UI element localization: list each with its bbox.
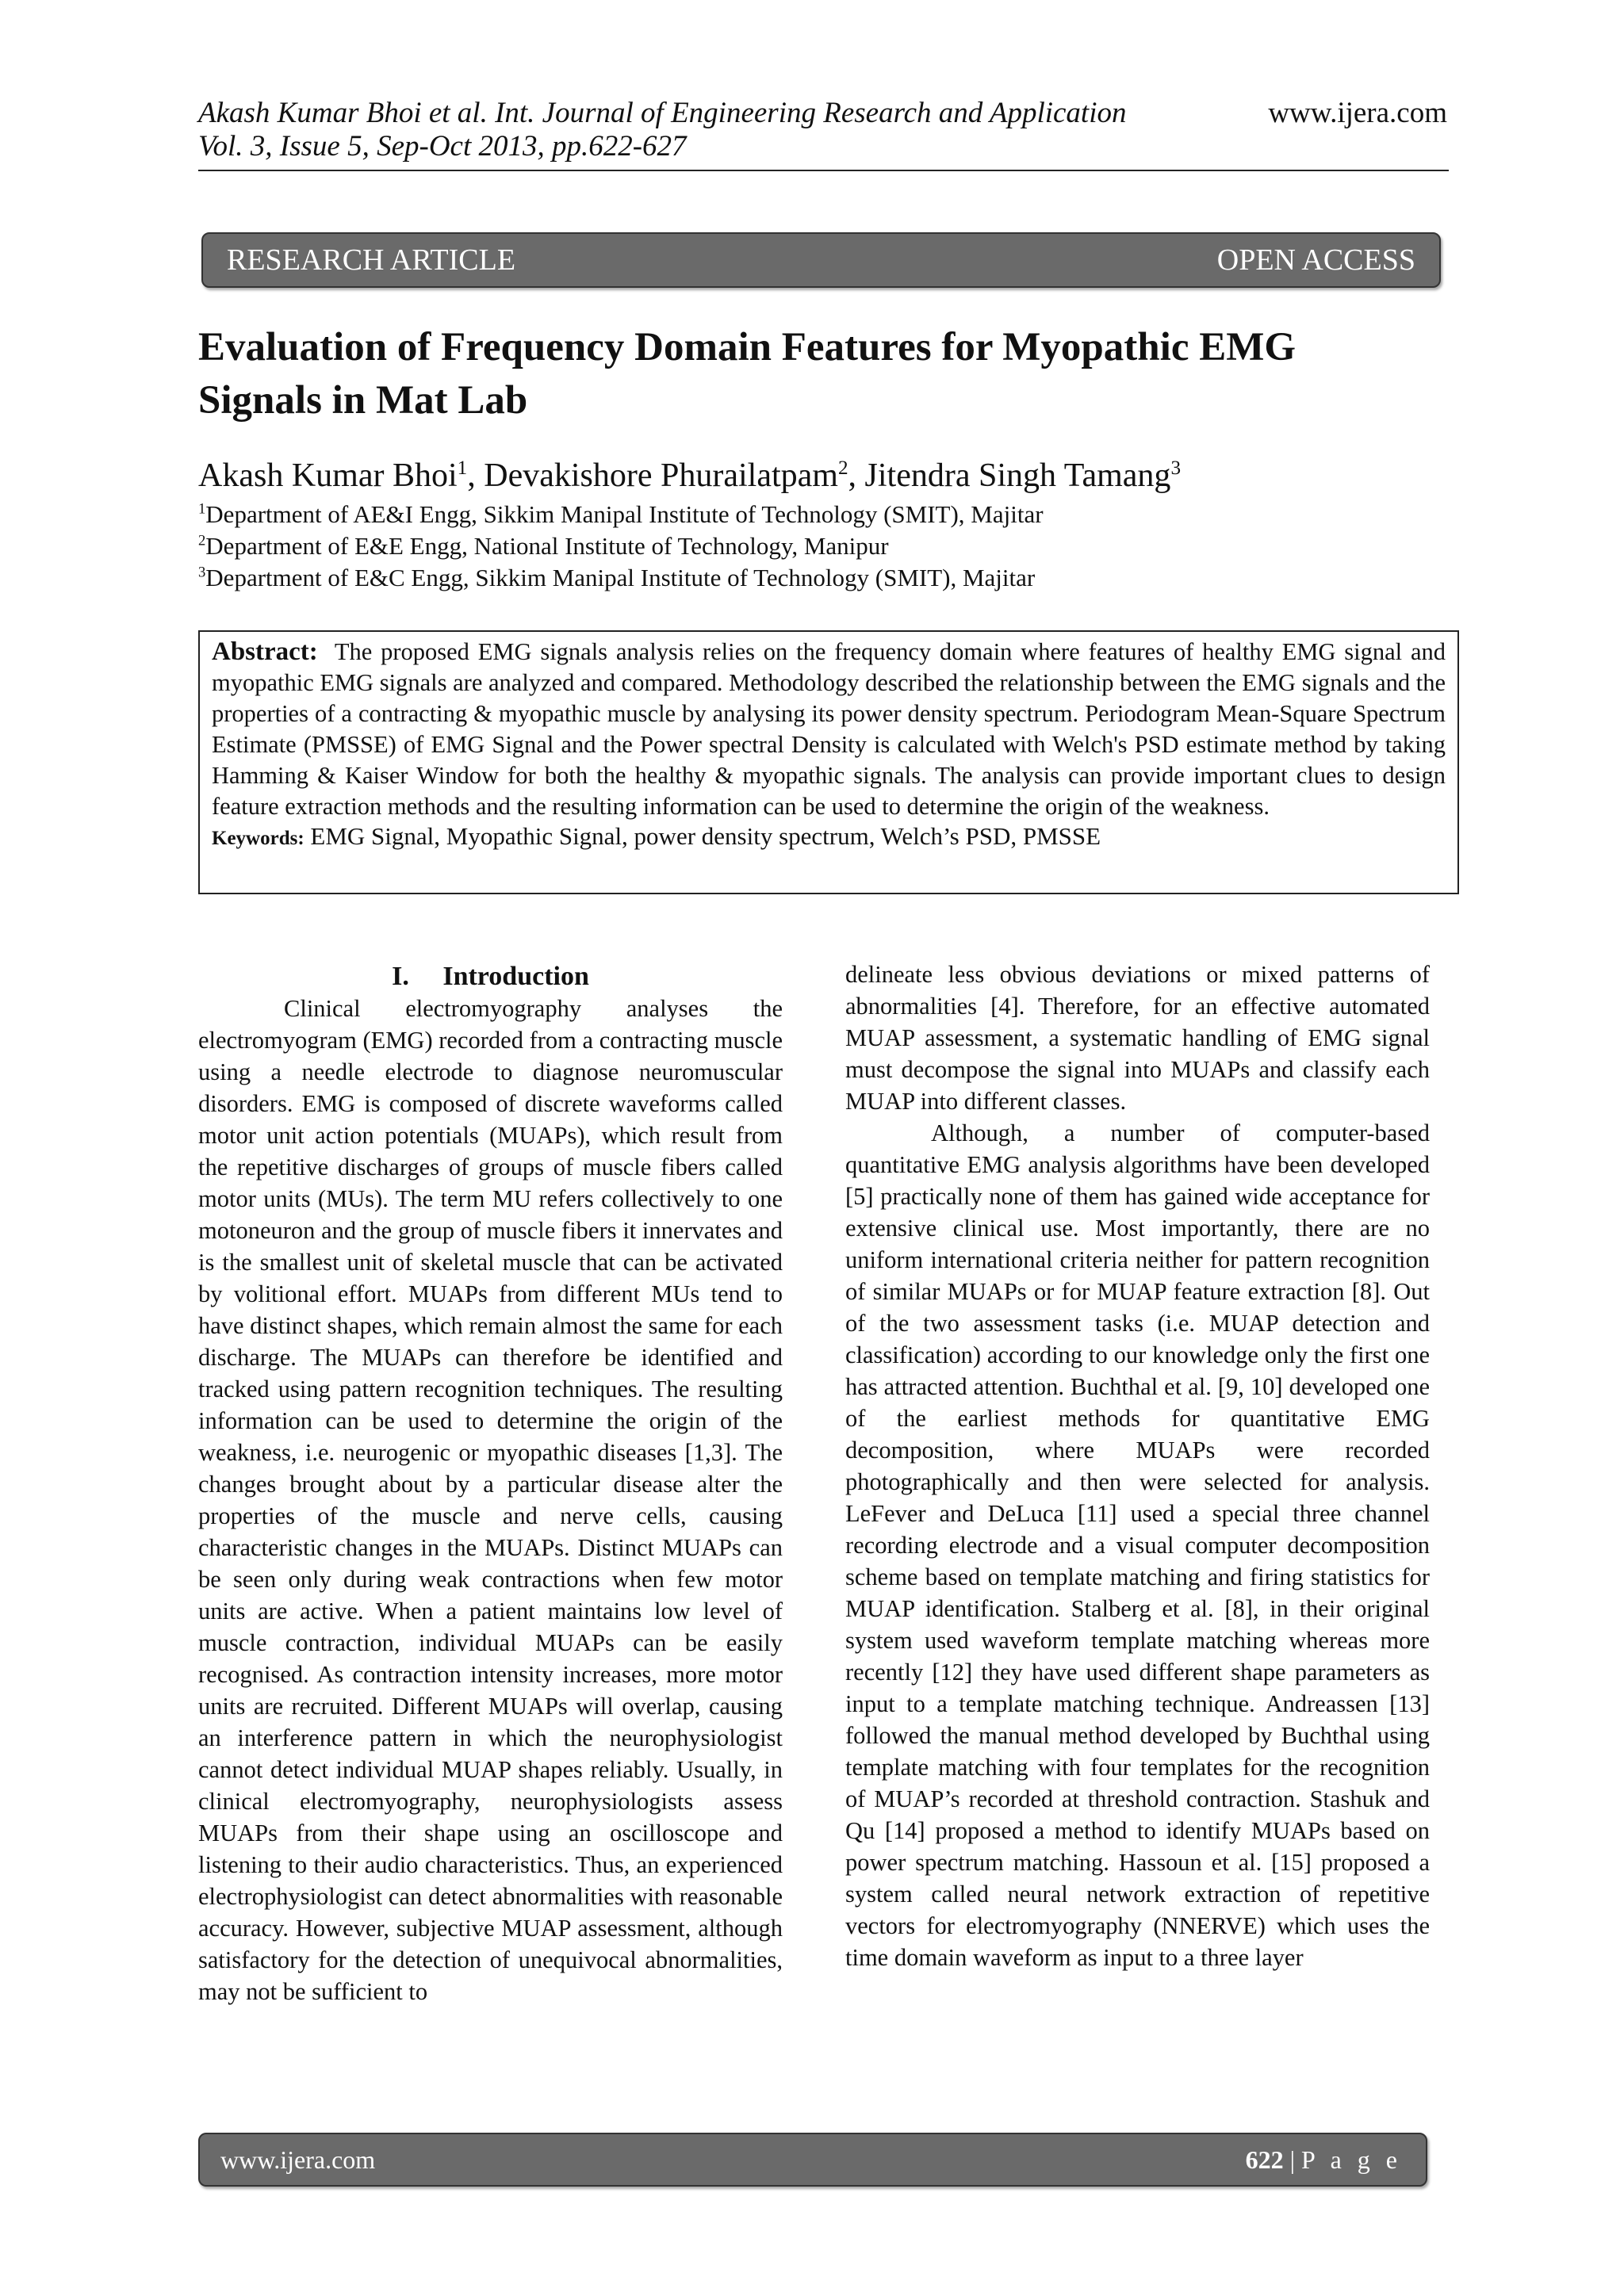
affil-text: Department of E&C Engg, Sikkim Manipal Institute of Technology (SMIT), Majitar [205, 564, 1036, 591]
abstract-text: The proposed EMG signals analysis relies on the frequency domain where features of healthy EMG signal and myopathic EMG signals are analyzed and compared. Methodology described the relationship between the EMG signals and the properties of a contracting & myopathic muscle by analysing its power density spectrum. Periodogram Mean-Square Spectrum Estimate (PMSSE) of EMG Signal and the Power spectral Density is calculated with Welch's PSD estimate method by taking Hamming & Kaiser Window for both the healthy & myopathic signals. The analysis can provide important clues to design feature extraction methods and the resulting information can be used to determine the origin of the weakness. [212, 638, 1446, 820]
title-line-2: Signals in Mat Lab [198, 378, 528, 423]
page-indicator [1246, 2145, 1402, 2175]
author-name: Jitendra Singh Tamang [864, 457, 1171, 494]
keywords [212, 822, 1446, 853]
affil-text: Department of E&E Engg, National Institute of Technology, Manipur [205, 532, 889, 560]
title-line-1: Evaluation of Frequency Domain Features for Myopathic EMG [198, 325, 1297, 369]
header-divider [198, 170, 1449, 171]
article-type-label: RESEARCH ARTICLE [227, 243, 516, 277]
open-access-label: OPEN ACCESS [1216, 243, 1415, 277]
page-word: P a g e [1300, 2145, 1402, 2174]
paper-title [198, 321, 1451, 427]
author-name: Akash Kumar Bhoi [198, 457, 458, 494]
author-separator: , [848, 457, 865, 494]
affiliation [198, 531, 1467, 561]
affiliation [198, 499, 1467, 530]
affiliation [198, 563, 1467, 593]
affil-text: Department of AE&I Engg, Sikkim Manipal Institute of Technology (SMIT), Majitar [205, 500, 1044, 528]
abstract [212, 637, 1446, 822]
abstract-label: Abstract: [212, 637, 318, 666]
body-paragraph: Clinical electromyography analyses the electromyogram (EMG) recorded from a contracting muscle using a needle electrode to diagnose neuromuscular disorders. EMG is composed of discrete waveforms called motor unit action potentials (MUAPs), which result from the repetitive discharges of groups of muscle fibers called motor units (MUs). The term MU refers collectively to one motoneuron and the group of muscle fibers it innervates and is the smallest unit of skeletal muscle that can be activated by volitional effort. MUAPs from different MUs tend to have distinct shapes, which remain almost the same for each discharge. The MUAPs can therefore be identified and tracked using pattern recognition techniques. The resulting information can be used to determine the origin of the weakness, i.e. neurogenic or myopathic diseases [1,3]. The changes brought about by a particular disease alter the properties of the muscle and nerve cells, causing characteristic changes in the MUAPs. Distinct MUAPs can be seen only during weak contractions when few motor units are active. When a patient maintains low level of muscle contraction, individual MUAPs can be easily recognised. As contraction intensity increases, more motor units are recruited. Different MUAPs will overlap, causing an interference pattern in which the neurophysiologist cannot detect individual MUAP shapes reliably. Usually, in clinical electromyography, neurophysiologists assess MUAPs from their shape using an oscilloscope and listening to their audio characteristics. Thus, an experienced electrophysiologist can detect abnormalities with reasonable accuracy. However, subjective MUAP assessment, although satisfactory for the detection of unequivocal abnormalities, may not be sufficient to [198, 995, 783, 2005]
keywords-text: EMG Signal, Myopathic Signal, power density spectrum, Welch’s PSD, PMSSE [310, 822, 1101, 850]
author-affil-marker: 3 [1170, 457, 1182, 479]
body-paragraph: Although, a number of computer-based quantitative EMG analysis algorithms have been developed [5] practically none of them has gained wide acceptance for extensive clinical use. Most importantly, there are no uniform international criteria neither for pattern recognition of similar MUAPs or for MUAP feature extraction [8]. Out of the two assessment tasks (i.e. MUAP detection and classification) according to our knowledge only the first one has attracted attention. Buchthal et al. [9, 10] developed one of the earliest methods for quantitative EMG decomposition, where MUAPs were recorded photographically and then were selected for analysis. LeFever and DeLuca [11] used a special three channel recording electrode and a visual computer decomposition scheme based on template matching and firing statistics for MUAP identification. Stalberg et al. [8], in their original system used waveform template matching whereas more recently [12] they have used different shape parameters as input to a template matching technique. Andreassen [13] followed the manual method developed by Buchthal using template matching with four templates for the recognition of MUAP’s recorded at threshold contraction. Stashuk and Qu [14] proposed a method to identify MUAPs based on power spectrum matching. Hassoun et al. [15] proposed a system called neural network extraction of repetitive vectors for electromyography (NNERVE) which uses the time domain waveform as input to a three layer [845, 1119, 1430, 1971]
keywords-label: Keywords: [212, 828, 304, 849]
journal-website[interactable]: www.ijera.com [1268, 97, 1447, 129]
affil-marker: 2 [198, 532, 206, 549]
author-name: Devakishore Phurailatpam [484, 457, 838, 494]
page-footer [198, 2133, 1427, 2187]
author-list [198, 456, 1467, 496]
author-affil-marker: 2 [837, 457, 848, 479]
volume-issue: Vol. 3, Issue 5, Sep-Oct 2013, pp.622-627 [198, 130, 687, 163]
running-header [198, 97, 1447, 163]
section-heading: I. Introduction [392, 962, 589, 991]
abstract-box [198, 630, 1459, 894]
affil-marker: 1 [198, 500, 206, 518]
body-paragraph: delineate less obvious deviations or mixed patterns of abnormalities [4]. Therefore, for an effective automated MUAP assessment, a systematic handling of EMG signal must decompose the signal into MUAPs and classify each MUAP into different classes. [845, 961, 1430, 1115]
author-affil-marker: 1 [457, 457, 468, 479]
right-column [845, 959, 1430, 1973]
article-type-banner [201, 232, 1441, 288]
page-separator: | [1283, 2145, 1301, 2174]
affil-marker: 3 [198, 564, 206, 581]
footer-website[interactable]: www.ijera.com [220, 2145, 376, 2174]
journal-citation: Akash Kumar Bhoi et al. Int. Journal of Engineering Research and Application [198, 97, 1127, 129]
author-separator: , [467, 457, 485, 494]
left-column [198, 961, 783, 2007]
page-number: 622 [1245, 2145, 1284, 2174]
